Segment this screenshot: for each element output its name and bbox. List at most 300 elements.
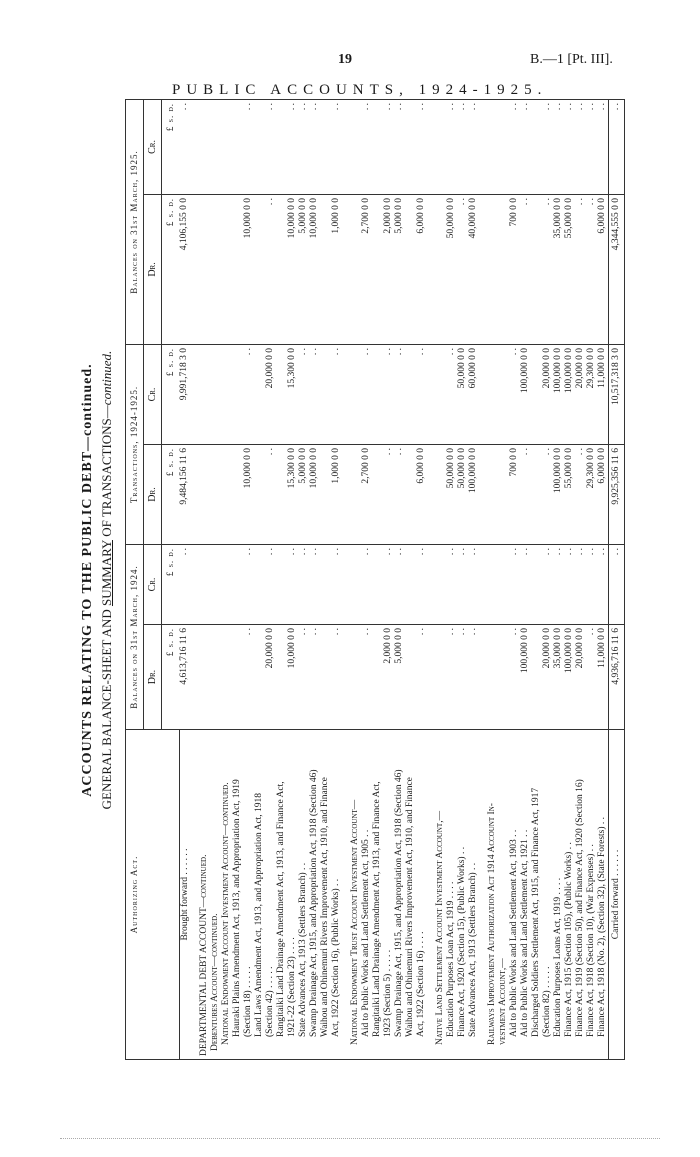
cell-cr24 [232, 544, 243, 624]
table-row [435, 99, 446, 1059]
cell-cr24 [427, 544, 435, 624]
cell-cr24: . . [309, 544, 320, 624]
cell-crt: 11,000 0 0 [597, 344, 609, 444]
cell-cr25: . . [309, 99, 320, 194]
cell-dr24: 10,000 0 0 [287, 625, 298, 730]
cell-crt: 15,300 0 0 [287, 344, 298, 444]
cell-dr24: 2,000 0 0 [383, 625, 394, 730]
cell-drt: . . [542, 444, 553, 544]
cell-crt: . . [243, 344, 254, 444]
cell-cr24 [350, 544, 361, 624]
row-description: (Section 18) . . . . . [243, 730, 254, 1060]
table-row [287, 99, 298, 1059]
cell-dr25 [487, 194, 498, 344]
cell-cr25: . . [416, 99, 427, 194]
cell-cr25 [427, 99, 435, 194]
cell-crt: . . [361, 344, 372, 444]
cell-crt [435, 344, 446, 444]
cell-cr25: . . [468, 99, 479, 194]
total-dr-transactions: 9,925,356 11 6 [608, 444, 624, 544]
cell-drt: 6,000 0 0 [597, 444, 609, 544]
cell-drt: 15,300 0 0 [287, 444, 298, 544]
cell-drt [276, 444, 287, 544]
cell-drt: 1,000 0 0 [331, 444, 342, 544]
cell-crt: . . [309, 344, 320, 444]
cell-drt: . . [265, 444, 276, 544]
cell-cr24: . . [520, 544, 531, 624]
table-row [331, 99, 342, 1059]
cell-cr24: . . [298, 544, 309, 624]
table-row [232, 99, 243, 1059]
cell-dr25 [199, 194, 210, 344]
cell-dr24: 20,000 0 0 [542, 625, 553, 730]
cell-crt: 20,000 0 0 [575, 344, 586, 444]
row-description: Aid to Public Works and Land Settlement Act, 1903 . . [509, 730, 520, 1060]
cell-drt [191, 444, 199, 544]
cell-cr25 [199, 99, 210, 194]
cell-crt: 60,000 0 0 [468, 344, 479, 444]
cell-drt: . . [575, 444, 586, 544]
cell-dr24: . . [468, 625, 479, 730]
cell-drt [350, 444, 361, 544]
cell-drt: 9,484,156 11 6 [179, 444, 191, 544]
cell-cr24: . . [468, 544, 479, 624]
cell-cr24: . . [179, 544, 191, 624]
cell-cr24: . . [243, 544, 254, 624]
cell-dr25: 5,000 0 0 [298, 194, 309, 344]
cell-cr25: . . [265, 99, 276, 194]
cell-dr25: . . [575, 194, 586, 344]
total-cr-transactions: 10,517,318 3 0 [608, 344, 624, 444]
cell-drt: . . [394, 444, 405, 544]
cell-cr25: . . [394, 99, 405, 194]
row-description: Aid to Public Works and Land Settlement Act, 1905 . . [361, 730, 372, 1060]
cell-dr25: 35,000 0 0 [553, 194, 564, 344]
cell-dr25 [320, 194, 331, 344]
cell-dr24: 35,000 0 0 [553, 625, 564, 730]
cell-dr25: 10,000 0 0 [287, 194, 298, 344]
cell-dr25 [531, 194, 542, 344]
cell-dr24 [276, 625, 287, 730]
table-row [416, 99, 427, 1059]
cell-crt: 100,000 0 0 [553, 344, 564, 444]
cell-cr24: . . [457, 544, 468, 624]
cell-drt: 10,000 0 0 [243, 444, 254, 544]
row-description: State Advances Act, 1913 (Settlers Branch) . . [468, 730, 479, 1060]
cell-dr24 [210, 625, 221, 730]
cell-dr24: . . [446, 625, 457, 730]
cell-crt [427, 344, 435, 444]
cell-cr24 [498, 544, 509, 624]
cell-dr24: . . [243, 625, 254, 730]
cell-crt [479, 344, 487, 444]
table-row [405, 99, 416, 1059]
cell-dr24 [232, 625, 243, 730]
cell-dr24: . . [586, 625, 597, 730]
cell-cr25 [372, 99, 383, 194]
table-row [468, 99, 479, 1059]
header-cr: Cr. [144, 99, 162, 194]
cell-cr24: . . [361, 544, 372, 624]
cell-crt: . . [383, 344, 394, 444]
table-row [199, 99, 210, 1059]
cell-crt [350, 344, 361, 444]
table-row [564, 99, 575, 1059]
cell-drt: 100,000 0 0 [553, 444, 564, 544]
row-description [191, 730, 199, 1060]
cell-cr25 [479, 99, 487, 194]
cell-cr24 [342, 544, 350, 624]
table-row [446, 99, 457, 1059]
cell-cr25: . . [383, 99, 394, 194]
cell-crt [405, 344, 416, 444]
cell-dr24: . . [331, 625, 342, 730]
cell-cr25: . . [575, 99, 586, 194]
cell-cr24 [531, 544, 542, 624]
cell-cr24: . . [575, 544, 586, 624]
cell-dr25: 1,000 0 0 [331, 194, 342, 344]
table-row [254, 99, 265, 1059]
cell-dr24: 20,000 0 0 [575, 625, 586, 730]
cell-drt [320, 444, 331, 544]
row-description: Hauraki Plains Amendment Act, 1913, and Appropriation Act, 1919 [232, 730, 243, 1060]
cell-drt [498, 444, 509, 544]
cell-cr24: . . [287, 544, 298, 624]
table-row [586, 99, 597, 1059]
cell-cr24 [254, 544, 265, 624]
row-description: Native Land Settlement Account Investment Account,— [435, 730, 446, 1060]
cell-cr24: . . [509, 544, 520, 624]
table-title: ACCOUNTS RELATING TO THE PUBLIC DEBT—continued. [80, 363, 95, 797]
row-description: National Endowment Account Investment Account—continued. [221, 730, 232, 1060]
cell-dr25: 6,000 0 0 [597, 194, 609, 344]
total-label: Carried forward . . . . . . [608, 730, 624, 1060]
cell-dr24 [498, 625, 509, 730]
cell-drt: 5,000 0 0 [298, 444, 309, 544]
cell-crt: 100,000 0 0 [520, 344, 531, 444]
cell-dr25: 6,000 0 0 [416, 194, 427, 344]
document-reference: B.—1 [Pt. III]. [530, 52, 613, 67]
cell-drt [342, 444, 350, 544]
cell-cr25 [254, 99, 265, 194]
cell-cr24 [320, 544, 331, 624]
cell-dr24: 5,000 0 0 [394, 625, 405, 730]
row-description: Debentures Account—continued. [210, 730, 221, 1060]
cell-cr25 [221, 99, 232, 194]
table-row [531, 99, 542, 1059]
cell-cr25 [191, 99, 199, 194]
row-description: Land Laws Amendment Act, 1913, and Appropriation Act, 1918 [254, 730, 265, 1060]
cell-dr25 [276, 194, 287, 344]
cell-dr25: 10,000 0 0 [243, 194, 254, 344]
total-cr-1925: . . [608, 99, 624, 194]
cell-crt [342, 344, 350, 444]
cell-drt [232, 444, 243, 544]
table-body [179, 99, 608, 1059]
cell-dr24 [254, 625, 265, 730]
cell-drt: 6,000 0 0 [416, 444, 427, 544]
cell-dr25: . . [542, 194, 553, 344]
header-cr: Cr. [144, 344, 162, 444]
cell-cr25: . . [331, 99, 342, 194]
header-transactions: Transactions, 1924-1925. [126, 344, 144, 544]
cell-cr25: . . [179, 99, 191, 194]
row-description: Act, 1922 (Section 16) . . . . [416, 730, 427, 1060]
row-description: (Section 82) . . . . . [542, 730, 553, 1060]
cell-dr24: . . [361, 625, 372, 730]
cell-cr25: . . [243, 99, 254, 194]
cell-dr24: 4,613,716 11 6 [179, 625, 191, 730]
cell-crt [210, 344, 221, 444]
cell-cr24 [487, 544, 498, 624]
table-subtitle [99, 100, 115, 1060]
header-dr: Dr. [144, 194, 162, 344]
cell-dr25 [191, 194, 199, 344]
cell-crt: 100,000 0 0 [564, 344, 575, 444]
table-row [427, 99, 435, 1059]
cell-drt: 50,000 0 0 [446, 444, 457, 544]
table-row [221, 99, 232, 1059]
cell-crt: 20,000 0 0 [265, 344, 276, 444]
cell-crt: . . [416, 344, 427, 444]
table-row [520, 99, 531, 1059]
cell-cr24: . . [446, 544, 457, 624]
cell-crt [221, 344, 232, 444]
cell-drt [531, 444, 542, 544]
cell-dr25: 40,000 0 0 [468, 194, 479, 344]
cell-drt: 10,000 0 0 [309, 444, 320, 544]
row-description: Aid to Public Works and Land Settlement Act, 1921 . . [520, 730, 531, 1060]
cell-crt [498, 344, 509, 444]
row-description: Waihou and Ohinemuri Rivers Improvement Act, 1910, and Finance [405, 730, 416, 1060]
cell-drt: 700 0 0 [509, 444, 520, 544]
cell-dr25: 2,000 0 0 [383, 194, 394, 344]
cell-drt [199, 444, 210, 544]
cell-dr25: . . [265, 194, 276, 344]
cell-drt [487, 444, 498, 544]
row-description: Finance Act, 1920 (Section 15), (Public Works) . . [457, 730, 468, 1060]
header-lsd: £ s. d. [162, 344, 180, 444]
row-description: DEPARTMENTAL DEBT ACCOUNT—continued. [199, 730, 210, 1060]
cell-drt [479, 444, 487, 544]
cell-dr24: . . [416, 625, 427, 730]
total-dr-1925: 4,344,555 0 0 [608, 194, 624, 344]
cell-dr25 [342, 194, 350, 344]
cell-drt: 29,300 0 0 [586, 444, 597, 544]
cell-drt [427, 444, 435, 544]
cell-cr25: . . [509, 99, 520, 194]
cell-dr25: 55,000 0 0 [564, 194, 575, 344]
row-description: 1923 (Section 5) . . . . . [383, 730, 394, 1060]
table-row [361, 99, 372, 1059]
cell-dr25: 5,000 0 0 [394, 194, 405, 344]
row-description [427, 730, 435, 1060]
row-description: Railways Improvement Authorization Act 1914 Account In- [487, 730, 498, 1060]
cell-cr25 [342, 99, 350, 194]
cell-drt [254, 444, 265, 544]
cell-cr24 [276, 544, 287, 624]
cell-cr24 [191, 544, 199, 624]
subtitle-part-3: OF TRANSACTIONS— [99, 405, 114, 541]
table-row [309, 99, 320, 1059]
cell-cr25 [320, 99, 331, 194]
cell-dr25: . . [586, 194, 597, 344]
header-balances-1925: Balances on 31st March, 1925. [126, 99, 144, 344]
cell-cr25: . . [298, 99, 309, 194]
cell-cr24 [210, 544, 221, 624]
cell-crt [254, 344, 265, 444]
cell-cr25 [210, 99, 221, 194]
cell-crt: 29,300 0 0 [586, 344, 597, 444]
subtitle-part-1: GENERAL BALANCE-SHEET AND [99, 606, 114, 810]
cell-cr24 [435, 544, 446, 624]
total-cr-1924: . . [608, 544, 624, 624]
header-dr: Dr. [144, 625, 162, 730]
cell-cr25 [276, 99, 287, 194]
cell-drt [210, 444, 221, 544]
cell-crt [199, 344, 210, 444]
cell-dr24: 11,000 0 0 [597, 625, 609, 730]
cell-dr25 [435, 194, 446, 344]
cell-cr24: . . [394, 544, 405, 624]
cell-crt [191, 344, 199, 444]
table-row [179, 99, 191, 1059]
header-authorizing-act: Authorizing Act. [126, 730, 180, 1060]
table-row [342, 99, 350, 1059]
cell-cr25: . . [287, 99, 298, 194]
row-description: Finance Act, 1915 (Section 105), (Public Works) . . [564, 730, 575, 1060]
cell-cr25: . . [553, 99, 564, 194]
cell-dr25: 50,000 0 0 [446, 194, 457, 344]
cell-cr25: . . [446, 99, 457, 194]
table-row [509, 99, 520, 1059]
table-row [243, 99, 254, 1059]
row-description: Finance Act, 1918 (No. 2), (Section 32), (State Forests) . . [597, 730, 609, 1060]
row-description: Waihou and Ohinemuri Rivers Improvement Act, 1910, and Finance [320, 730, 331, 1060]
cell-crt [531, 344, 542, 444]
cell-drt: 2,700 0 0 [361, 444, 372, 544]
cell-dr25 [254, 194, 265, 344]
cell-dr24: 20,000 0 0 [265, 625, 276, 730]
table-row [553, 99, 564, 1059]
cell-crt: . . [446, 344, 457, 444]
cell-dr25 [350, 194, 361, 344]
header-lsd: £ s. d. [162, 444, 180, 544]
row-description: vestment Account,— [498, 730, 509, 1060]
page-footer-rule [60, 1138, 660, 1139]
row-description [342, 730, 350, 1060]
cell-dr25: . . [457, 194, 468, 344]
cell-cr24: . . [542, 544, 553, 624]
table-row [479, 99, 487, 1059]
row-description: (Section 42) . . . . . [265, 730, 276, 1060]
cell-dr24 [342, 625, 350, 730]
cell-dr24 [531, 625, 542, 730]
cell-dr24 [435, 625, 446, 730]
page-number: 19 [338, 52, 352, 67]
cell-dr24 [405, 625, 416, 730]
cell-cr24: . . [265, 544, 276, 624]
cell-cr24 [479, 544, 487, 624]
cell-dr24: . . [298, 625, 309, 730]
table-row [498, 99, 509, 1059]
cell-crt [320, 344, 331, 444]
cell-cr24: . . [553, 544, 564, 624]
cell-crt: . . [331, 344, 342, 444]
subtitle-part-2: SUMMARY [99, 540, 114, 607]
cell-cr25: . . [597, 99, 609, 194]
cell-dr24 [191, 625, 199, 730]
row-description: Swamp Drainage Act, 1915, and Appropriation Act, 1918 (Section 46) [394, 730, 405, 1060]
table-row [394, 99, 405, 1059]
row-description: Education Purposes Loan Act, 1919 . . . . [446, 730, 457, 1060]
cell-dr24 [372, 625, 383, 730]
row-description: Finance Act, 1918 (Section 10), (War Expenses) . . [586, 730, 597, 1060]
cell-dr25 [479, 194, 487, 344]
cell-crt [372, 344, 383, 444]
cell-crt [487, 344, 498, 444]
cell-dr25 [427, 194, 435, 344]
subtitle-part-4: continued. [99, 350, 114, 406]
total-dr-1924: 4,936,716 11 6 [608, 625, 624, 730]
row-description: 1921-22 (Section 23) . . . . [287, 730, 298, 1060]
header-dr: Dr. [144, 444, 162, 544]
cell-dr25 [405, 194, 416, 344]
cell-dr24: 100,000 0 0 [520, 625, 531, 730]
cell-cr24 [405, 544, 416, 624]
row-description: Rangitaiki Land Drainage Amendment Act, 1913, and Finance Act, [276, 730, 287, 1060]
cell-drt [405, 444, 416, 544]
rotated-table-block [80, 100, 650, 1060]
header-balances-1924: Balances on 31st March, 1924. [126, 544, 144, 729]
cell-drt [372, 444, 383, 544]
cell-dr25 [232, 194, 243, 344]
row-description [479, 730, 487, 1060]
row-description: Finance Act, 1919 (Section 50), and Finance Act, 1920 (Section 16) [575, 730, 586, 1060]
cell-dr25 [372, 194, 383, 344]
cell-crt: 50,000 0 0 [457, 344, 468, 444]
cell-drt: 50,000 0 0 [457, 444, 468, 544]
cell-dr24 [320, 625, 331, 730]
row-description: State Advances Act, 1913 (Settlers Branch) . . [298, 730, 309, 1060]
cell-crt: . . [298, 344, 309, 444]
row-description: Rangitaiki Land Drainage Amendment Act, 1913, and Finance Act, [372, 730, 383, 1060]
row-description: Education Purposes Loans Act, 1919 . . . . [553, 730, 564, 1060]
cell-dr24: 100,000 0 0 [564, 625, 575, 730]
cell-dr25 [210, 194, 221, 344]
cell-cr24: . . [383, 544, 394, 624]
table-row [350, 99, 361, 1059]
cell-cr24: . . [586, 544, 597, 624]
cell-cr24: . . [331, 544, 342, 624]
page-heading: PUBLIC ACCOUNTS, 1924-1925. [172, 82, 548, 98]
cell-crt [232, 344, 243, 444]
cell-crt: . . [394, 344, 405, 444]
cell-cr25: . . [542, 99, 553, 194]
cell-dr24 [479, 625, 487, 730]
row-description: National Endowment Trust Account Investment Account— [350, 730, 361, 1060]
cell-dr24 [487, 625, 498, 730]
cell-cr25 [435, 99, 446, 194]
header-cr: Cr. [144, 544, 162, 624]
table-row [265, 99, 276, 1059]
table-row [575, 99, 586, 1059]
cell-cr24 [221, 544, 232, 624]
cell-dr25: 4,106,155 0 0 [179, 194, 191, 344]
cell-drt: 100,000 0 0 [468, 444, 479, 544]
cell-cr24: . . [597, 544, 609, 624]
cell-drt [221, 444, 232, 544]
